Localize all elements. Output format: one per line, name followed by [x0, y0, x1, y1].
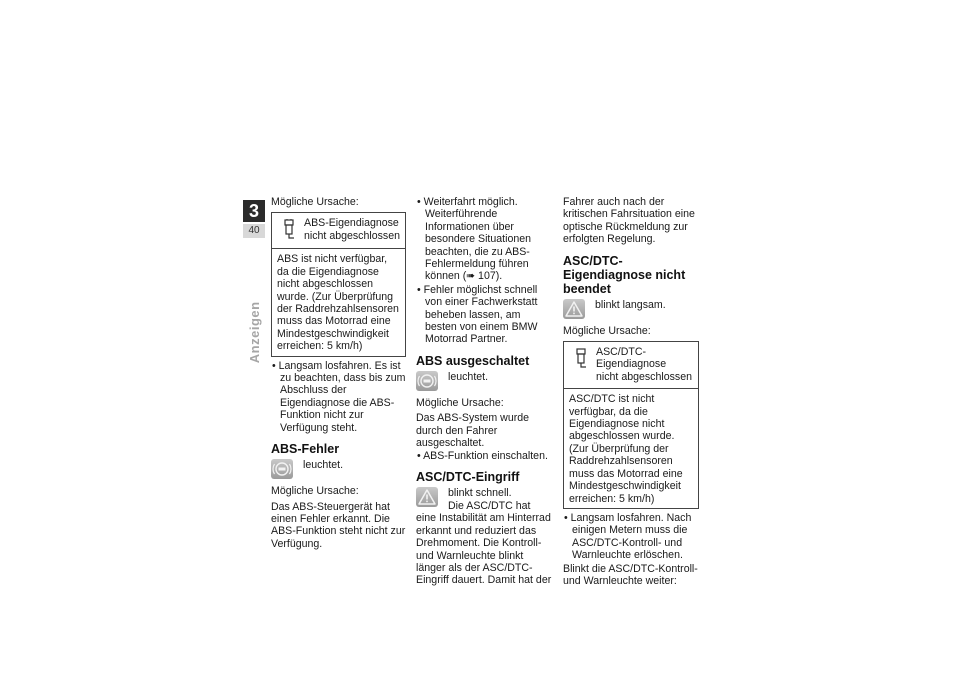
info-box-title-2: nicht abgeschlossen: [596, 370, 692, 383]
info-box-abs-diagnosis: [271, 212, 406, 356]
heading-asc-diagnosis: ASC/DTC-Eigendiagnose nicht beendet: [563, 253, 686, 296]
diagnosis-plug-icon: [573, 348, 589, 370]
bullet-continue: • Weiterfahrt möglich. Weiterführende Informationen über besondere Situationen beachten, die zu ABS-Fehlermeldung führen können (➠ 107).: [417, 196, 532, 283]
asc-text: Die ASC/DTC hat eine Instabilität am Hinterrad erkannt und reduziert das Drehmoment. Die Kontroll- und Warnleuchte blinkt länger als der ASC/DTC-Eingriff dauert. Damit hat der: [416, 499, 552, 587]
heading-asc-eingriff: ASC/DTC-Eingriff: [416, 469, 520, 484]
cause-label: Mögliche Ursache:: [271, 196, 359, 208]
intro-text: Fahrer auch nach der kritischen Fahrsituation eine optische Rückmeldung zur erfolgten Regelung.: [563, 196, 695, 246]
warning-triangle-lamp-icon: [416, 487, 438, 507]
heading-abs-ausgeschaltet: ABS ausgeschaltet: [416, 353, 530, 368]
abs-aus-text: Das ABS-System wurde durch den Fahrer ausgeschaltet.: [416, 412, 530, 450]
abs-lamp-icon: [416, 371, 438, 391]
column-1: [271, 196, 406, 553]
cause-label: Mögliche Ursache:: [416, 396, 504, 409]
warning-triangle-lamp-icon: [563, 299, 585, 319]
info-box-title-1: ASC/DTC-Eigendiagnose: [596, 346, 667, 371]
abs-lamp-icon: [271, 459, 293, 479]
bullet-workshop: • Fehler möglichst schnell von einer Fachwerkstatt beheben lassen, am besten von einem BMW Motorrad Partner.: [417, 283, 538, 346]
lamp-status: blinkt schnell.: [448, 486, 512, 499]
bullet-slow-start: • Langsam losfahren. Es ist zu beachten, dass bis zum Abschluss der Eigendiagnose die ABS-Funktion nicht zur Verfügung steht.: [272, 359, 406, 434]
info-box-body: ABS ist nicht verfügbar, da die Eigendiagnose nicht abgeschlossen wurde. (Zur Überprüfung der Raddrehzahlsensoren muss das Motorrad eine Mindestgeschwindigkeit erreichen: 5 km/h): [277, 253, 399, 353]
lamp-row-abs-fehler: [271, 459, 406, 481]
chapter-number: 3: [243, 200, 265, 222]
column-3: [563, 196, 699, 590]
info-box-asc-diagnosis: [563, 341, 699, 509]
info-box-header: [564, 342, 698, 389]
column-2: [416, 196, 553, 590]
cause-label-2: Mögliche Ursache:: [271, 485, 359, 498]
lamp-row-abs-aus: [416, 371, 553, 393]
info-box-body: ASC/DTC ist nicht verfügbar, da die Eigendiagnose nicht abgeschlossen wurde. (Zur Überprüfung der Raddrehzahlsensoren muss das Motorrad eine Mindestgeschwindigkeit erreichen: 5 km/h): [569, 393, 683, 505]
outro-text: Blinkt die ASC/DTC-Kontroll- und Warnleuchte weiter:: [563, 562, 698, 587]
cause-label: Mögliche Ursache:: [563, 324, 651, 337]
lamp-row-asc-diagnosis: [563, 299, 699, 321]
lamp-status: leuchtet.: [448, 370, 489, 383]
info-box-title-2: nicht abgeschlossen: [304, 229, 400, 242]
bullet-slow-start: • Langsam losfahren. Nach einigen Metern muss die ASC/DTC-Kontroll- und Warnleuchte erlöschen.: [564, 511, 692, 562]
abs-fehler-text: Das ABS-Steuergerät hat einen Fehler erkannt. Die ABS-Funktion steht nicht zur Verfügung.: [271, 500, 406, 550]
info-box-header: [272, 213, 405, 249]
heading-abs-fehler: ABS-Fehler: [271, 442, 340, 457]
info-box-title-1: ABS-Eigendiagnose: [304, 217, 399, 230]
lamp-status: blinkt langsam.: [595, 298, 666, 311]
lamp-status: leuchtet.: [303, 459, 344, 472]
page-number: 40: [243, 224, 265, 238]
lamp-row-asc: [416, 487, 553, 509]
section-label: Anzeigen: [246, 301, 262, 364]
diagnosis-plug-icon: [281, 219, 297, 241]
bullet-enable-abs: • ABS-Funktion einschalten.: [417, 449, 548, 462]
